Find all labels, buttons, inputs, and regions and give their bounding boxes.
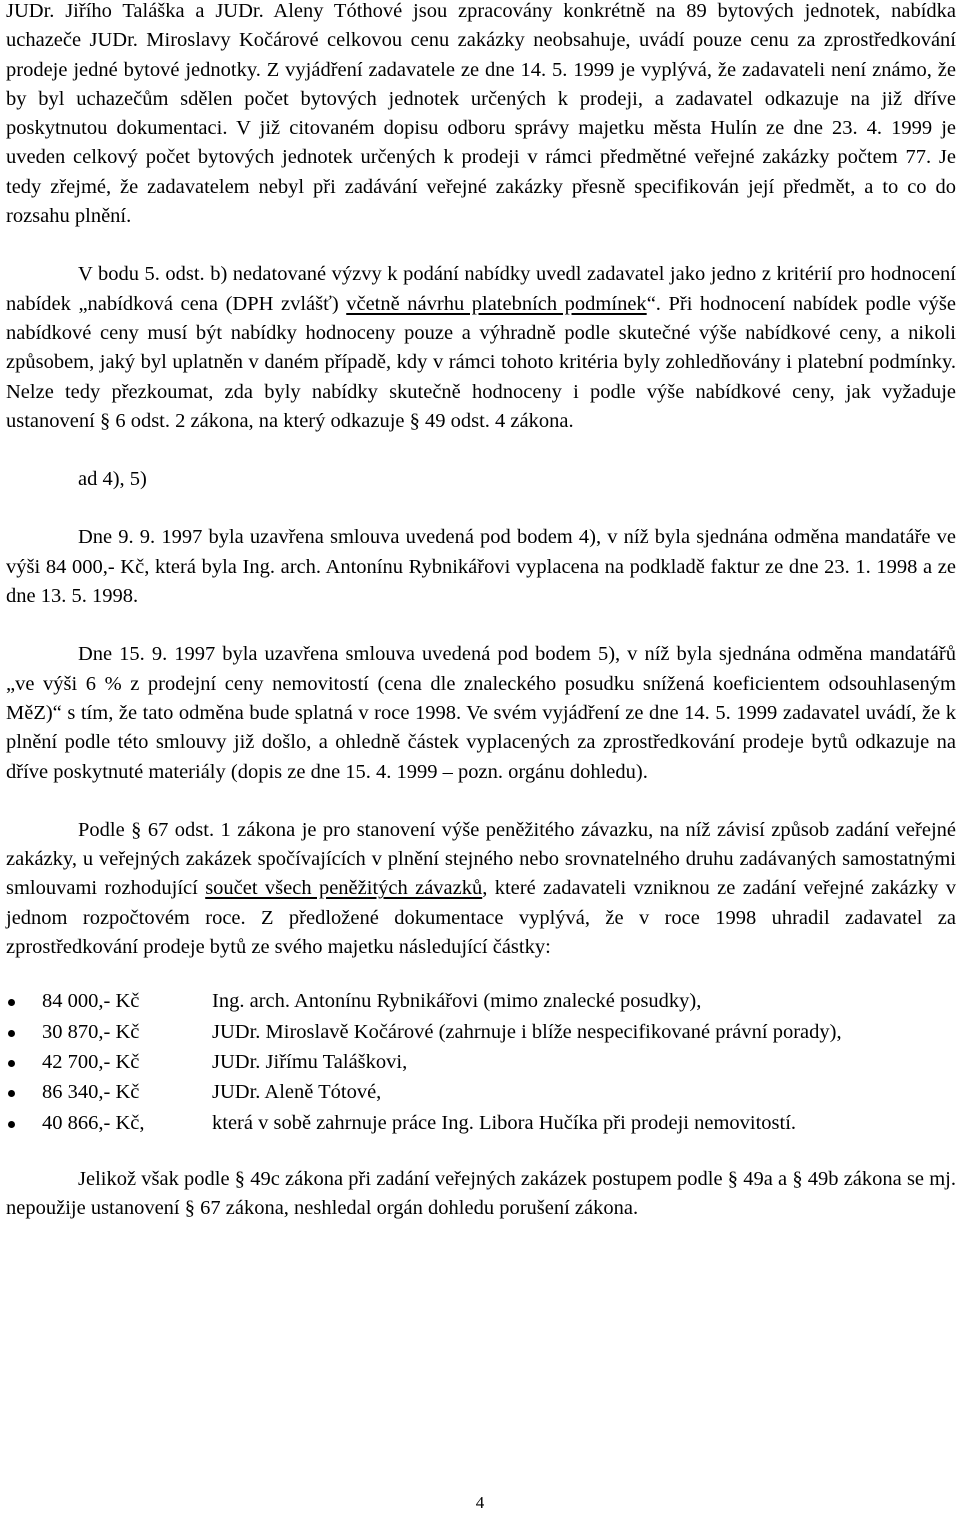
payment-amount: 30 870,- Kč: [42, 1020, 140, 1043]
payment-amount: 86 340,- Kč: [42, 1081, 140, 1104]
payment-recipient: která v sobě zahrnuje práce Ing. Libora Hučíka při prodeji nemovitostí.: [212, 1111, 797, 1134]
list-item: [6, 1078, 956, 1107]
paragraph-contract-5: Dne 15. 9. 1997 byla uzavřena smlouva uvedená pod bodem 5), v níž byla sjednána odměna mandatářů „ve výši 6 % z prodejní ceny nemovitostí (cena dle znaleckého posudku snížená koeficientem odsouhlaseným MěZ)“ s tím, že tato odměna bude splatná v roce 1998. Ve svém vyjádření ze dne 14. 5. 1999 zadavatel uvádí, že k plnění podle této smlouvy již došlo, a ohledně částek vyplacených za zprostředkování prodeje bytů odkazuje na dříve poskytnuté materiály (dopis ze dne 15. 4. 1999 – pozn. orgánu dohledu).: [6, 643, 956, 783]
bullet-icon: [8, 1030, 15, 1037]
paragraph-evaluation-criteria: [6, 260, 956, 436]
bullet-icon: [8, 999, 15, 1006]
section-67-text-rest: , které zadavateli vzniknou ze zadání veřejné zakázky v jednom rozpočtovém roce. Z předložené dokumentace vyplývá, že v roce 1998 uhradil zadavatel za zprostředkování prodeje bytů ze svého majetku následující částky:: [6, 877, 956, 959]
payment-amount: 84 000,- Kč: [42, 990, 140, 1013]
bullet-icon: [8, 1090, 15, 1097]
paragraph-offers: JUDr. Jiřího Taláška a JUDr. Aleny Tóthové jsou zpracovány konkrétně na 89 bytových jednotek, nabídka uchazeče JUDr. Miroslavy Kočárové celkovou cenu zakázky neobsahuje, uvádí pouze cenu za zprostředkování prodeje jedné bytové jednotky. Z vyjádření zadavatele ze dne 14. 5. 1999 je vyplývá, že zadavateli není známo, že by byl uchazečům sdělen počet bytových jednotek určených k prodeji, a zadavatel odkazuje na již dříve poskytnutou dokumentaci. V již citovaném dopisu odboru správy majetku města Hulín ze dne 23. 4. 1999 je uveden celkový počet bytových jednotek určených k prodeji v rámci předmětné veřejné zakázky počtem 77. Je tedy zřejmé, že zadavatelem nebyl při zadávání veřejné zakázky přesně specifikován její předmět, a to co do rozsahu plnění.: [6, 0, 956, 228]
list-item: [6, 1048, 956, 1077]
bullet-icon: [8, 1060, 15, 1067]
section-67-text: Podle § 67 odst. 1 zákona je pro stanovení výše peněžitého závazku, na níž závisí způsob zadání veřejné zakázky, u veřejných zakázek spočívajících v plnění stejného nebo srovnatelného druhu zadávaných samostatnými smlouvami rozhodující: [6, 818, 956, 900]
payment-amount: 42 700,- Kč: [42, 1050, 140, 1073]
criteria-text: V bodu 5. odst. b) nedatované výzvy k podání nabídky uvedl zadavatel jako jedno z kritérií pro hodnocení nabídek „nabídková cena (DPH zvlášť): [6, 263, 956, 315]
section-heading: ad 4), 5): [78, 468, 147, 491]
page-number: 4: [475, 1493, 485, 1512]
paragraph-contract-4: Dne 9. 9. 1997 byla uzavřena smlouva uvedená pod bodem 4), v níž byla sjednána odměna mandatáře ve výši 84 000,- Kč, která byla Ing. arch. Antonínu Rybnikářovi vyplacena na podkladě faktur ze dne 23. 1. 1998 a ze dne 13. 5. 1998.: [6, 526, 956, 608]
list-item: [6, 987, 956, 1016]
paragraph-conclusion: Jelikož však podle § 49c zákona při zadání veřejných zakázek postupem podle § 49a a § 49b zákona se mj. nepoužije ustanovení § 67 zákona, neshledal orgán dohledu porušení zákona.: [6, 1167, 956, 1220]
payment-amount: 40 866,- Kč,: [42, 1111, 145, 1134]
payment-recipient: JUDr. Aleně Tótové,: [212, 1081, 382, 1104]
document-page: [6, 0, 956, 1223]
payment-recipient: Ing. arch. Antonínu Rybnikářovi (mimo znalecké posudky),: [212, 990, 702, 1013]
criteria-underlined: včetně návrhu platebních podmínek: [346, 292, 647, 315]
payments-list: [6, 987, 956, 1137]
section-67-underlined: součet všech peněžitých závazků: [205, 877, 483, 900]
payment-recipient: JUDr. Jiřímu Taláškovi,: [212, 1050, 408, 1073]
bullet-icon: [8, 1121, 15, 1128]
payment-recipient: JUDr. Miroslavě Kočárové (zahrnuje i blíže nespecifikované právní porady),: [212, 1020, 842, 1043]
list-item: [6, 1109, 956, 1138]
criteria-text-rest: “. Při hodnocení nabídek podle výše nabídkové ceny musí být nabídky hodnoceny pouze a výhradně podle skutečné výše nabídkové ceny, a nikoli způsobem, jaký byl uplatněn v daném případě, kdy v rámci tohoto kritéria byly zohledňovány i platební podmínky. Nelze tedy přezkoumat, zda byly nabídky skutečně hodnoceny i podle výše nabídkové ceny, jak vyžaduje ustanovení § 6 odst. 2 zákona, na který odkazuje § 49 odst. 4 zákona.: [6, 292, 956, 432]
list-item: [6, 1018, 956, 1047]
paragraph-section-67: [6, 816, 956, 962]
